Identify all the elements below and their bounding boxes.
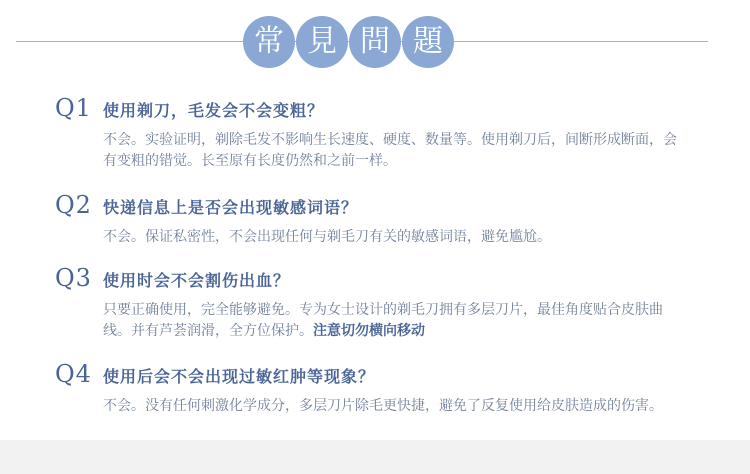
answer-emphasis: 注意切勿横向移动 bbox=[313, 323, 425, 339]
answer-text bbox=[103, 396, 683, 417]
question-text: 使用剃刀，毛发会不会变粗？ bbox=[103, 101, 325, 120]
question-text: 快递信息上是否会出现敏感词语？ bbox=[103, 198, 359, 217]
answer-body: 不会。保证私密性，不会出现任何与剃毛刀有关的敏感词语，避免尴尬。 bbox=[103, 229, 551, 245]
answer-text bbox=[103, 227, 683, 248]
answer-body: 不会。没有任何刺激化学成分，多层刀片除毛更快捷，避免了反复使用给皮肤造成的伤害。 bbox=[103, 398, 663, 414]
bottom-band bbox=[0, 440, 750, 474]
answer-text bbox=[103, 300, 683, 342]
title-char-2: 見 bbox=[296, 16, 348, 68]
question-number: Q2 bbox=[55, 191, 92, 219]
answer-text bbox=[103, 130, 683, 172]
question-text: 使用时会不会割伤出血？ bbox=[103, 271, 291, 290]
answer-body: 只要正确使用，完全能够避免。专为女士设计的剃毛刀拥有多层刀片，最佳角度贴合皮肤曲线。并有芦荟润滑，全方位保护。 bbox=[103, 302, 663, 339]
question-text: 使用后会不会出现过敏红肿等现象？ bbox=[103, 367, 376, 386]
faq-title bbox=[243, 16, 454, 68]
title-char-3: 問 bbox=[349, 16, 401, 68]
question-number: Q4 bbox=[55, 360, 92, 388]
title-char-4: 題 bbox=[402, 16, 454, 68]
question-number: Q3 bbox=[55, 264, 92, 292]
title-char-1: 常 bbox=[243, 16, 295, 68]
answer-body: 不会。实验证明，剃除毛发不影响生长速度、硬度、数量等。使用剃刀后，间断形成断面，会有变粗的错觉。长至原有长度仍然和之前一样。 bbox=[103, 132, 677, 169]
question-number: Q1 bbox=[55, 94, 92, 122]
